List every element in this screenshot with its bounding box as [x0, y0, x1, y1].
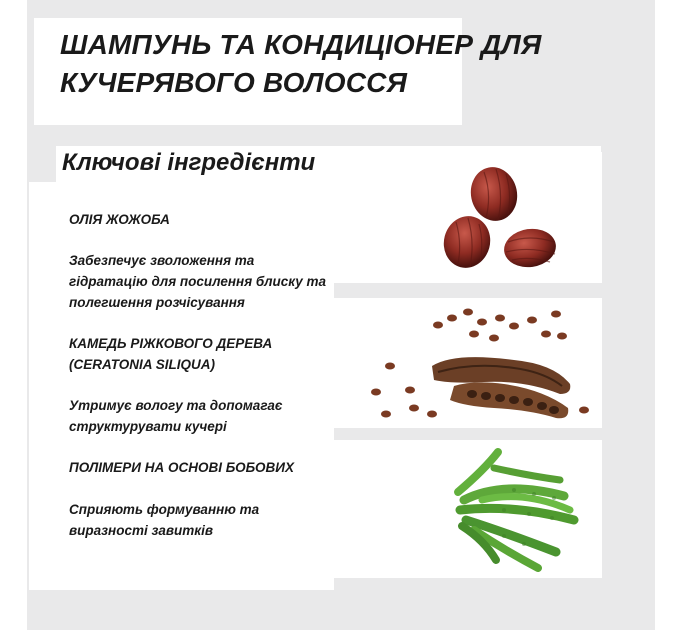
carob-image-card [334, 298, 602, 428]
carob-pods-icon [334, 298, 602, 428]
ingredient-name-legume-polymers: ПОЛІМЕРИ НА ОСНОВІ БОБОВИХ [69, 460, 294, 475]
green-beans-icon [334, 440, 602, 578]
jojoba-seeds-icon [334, 152, 602, 283]
ingredient-name-carob: КАМЕДЬ РІЖКОВОГО ДЕРЕВА (CERATONIA SILIQUA) [69, 336, 273, 372]
beans-image-card [334, 440, 602, 578]
ingredient-description-carob: Утримує вологу та допомагає структурувати кучері [69, 398, 283, 434]
section-subtitle: Ключові інгредієнти [62, 149, 316, 176]
ingredient-description-jojoba: Забезпечує зволоження та гідратацію для посилення блиску та полегшення розчісування [69, 253, 327, 310]
jojoba-image-card [334, 152, 602, 283]
page-title: ШАМПУНЬ ТА КОНДИЦІОНЕР ДЛЯ КУЧЕРЯВОГО ВОЛОССЯ [60, 29, 542, 98]
ingredient-name-jojoba: ОЛІЯ ЖОЖОБА [69, 212, 170, 227]
ingredient-description-legume-polymers: Сприяють формуванню та виразності завитків [69, 502, 260, 538]
